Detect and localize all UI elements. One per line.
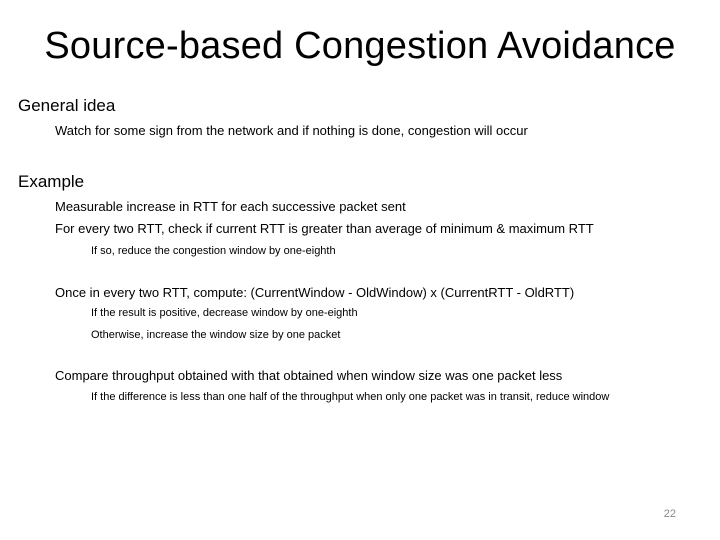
example-subpoint-difference: If the difference is less than one half of the throughput when only one packet was in transit, reduce window (91, 391, 610, 403)
example-point-compare-throughput: Compare throughput obtained with that obtained when window size was one packet less (55, 368, 563, 383)
example-subpoint-positive: If the result is positive, decrease window by one-eighth (91, 307, 358, 319)
page-number: 22 (663, 508, 676, 520)
example-subpoint-reduce-window: If so, reduce the congestion window by one-eighth (91, 245, 336, 257)
slide-title: Source-based Congestion Avoidance (44, 25, 676, 67)
example-subpoint-otherwise: Otherwise, increase the window size by one packet (91, 329, 341, 341)
example-point-rtt-increase: Measurable increase in RTT for each successive packet sent (55, 199, 406, 214)
example-point-check-rtt: For every two RTT, check if current RTT is greater than average of minimum & maximum RTT (55, 221, 594, 236)
general-idea-point: Watch for some sign from the network and if nothing is done, congestion will occur (55, 123, 528, 138)
example-point-compute: Once in every two RTT, compute: (CurrentWindow - OldWindow) x (CurrentRTT - OldRTT) (55, 285, 575, 300)
general-idea-heading: General idea (18, 96, 116, 115)
example-heading: Example (18, 172, 85, 191)
